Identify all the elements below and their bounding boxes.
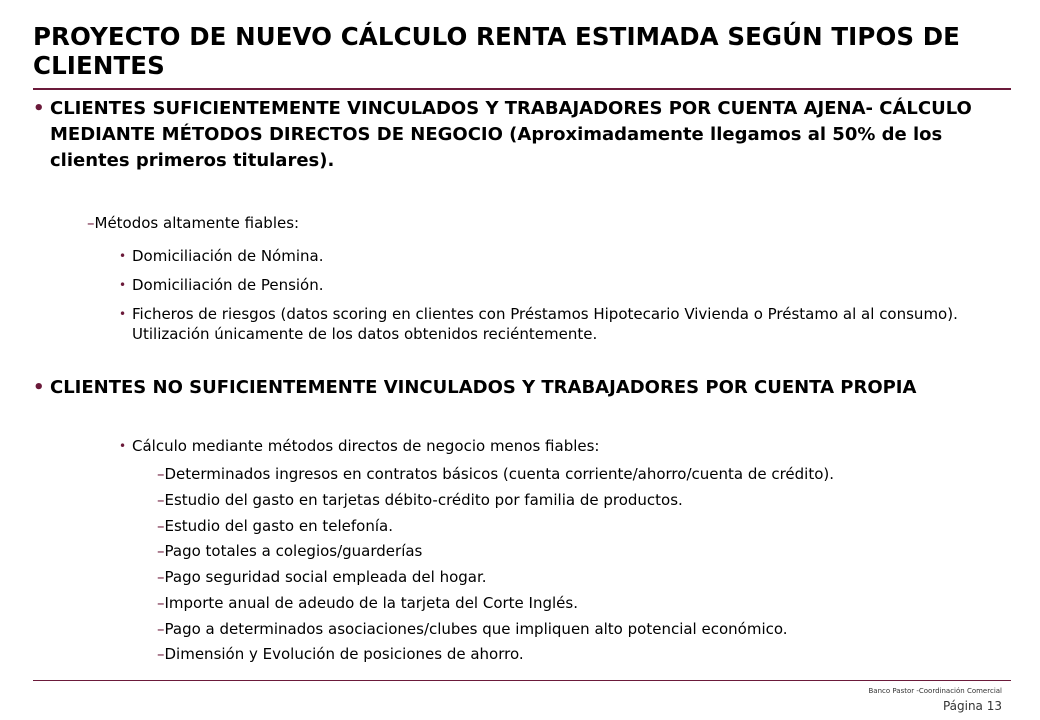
sub-item xyxy=(157,593,578,613)
dash-icon: – xyxy=(157,568,165,586)
list-item xyxy=(119,246,1019,266)
bullet-icon: • xyxy=(119,439,127,453)
subheading-label: Métodos altamente fiables: xyxy=(94,214,300,232)
footer-organization: Banco Pastor -Coordinación Comercial xyxy=(868,687,1002,695)
sub-item xyxy=(157,490,683,510)
dash-icon: – xyxy=(157,645,165,663)
sub-item-text: Dimensión y Evolución de posiciones de ahorro. xyxy=(164,645,524,663)
page-number: Página 13 xyxy=(942,699,1002,713)
sub-item-text: Determinados ingresos en contratos básicos (cuenta corriente/ahorro/cuenta de crédito). xyxy=(164,465,835,483)
list-item-text: Cálculo mediante métodos directos de negocio menos fiables: xyxy=(132,437,600,455)
sub-item-text: Importe anual de adeudo de la tarjeta del Corte Inglés. xyxy=(164,594,578,612)
section-1-heading: CLIENTES SUFICIENTEMENTE VINCULADOS Y TRABAJADORES POR CUENTA AJENA- CÁLCULO MEDIANTE MÉTODOS DIRECTOS DE NEGOCIO (Aproximadamente llegamos al 50% de los clientes primeros titulares). xyxy=(50,98,972,171)
list-item xyxy=(119,275,1019,295)
section-1-subheading xyxy=(87,213,299,233)
sub-item-text: Estudio del gasto en tarjetas débito-crédito por familia de productos. xyxy=(164,491,683,509)
dash-icon: – xyxy=(157,465,165,483)
dash-icon: – xyxy=(157,517,165,535)
sub-item xyxy=(157,464,834,484)
dash-icon: – xyxy=(157,594,165,612)
sub-item-text: Pago a determinados asociaciones/clubes que impliquen alto potencial económico. xyxy=(164,620,788,638)
bullet-icon: • xyxy=(119,278,127,292)
sub-item xyxy=(157,541,422,561)
list-item-text: Domiciliación de Nómina. xyxy=(132,247,324,265)
dash-icon: – xyxy=(157,620,165,638)
dash-icon: – xyxy=(157,542,165,560)
footer-divider xyxy=(33,680,1011,681)
sub-item xyxy=(157,619,788,639)
bullet-icon: • xyxy=(33,98,45,119)
bullet-icon: • xyxy=(119,249,127,263)
list-item-text: Domiciliación de Pensión. xyxy=(132,276,324,294)
list-item xyxy=(119,304,1019,344)
section-2-heading: CLIENTES NO SUFICIENTEMENTE VINCULADOS Y TRABAJADORES POR CUENTA PROPIA xyxy=(50,377,917,398)
dash-icon: – xyxy=(157,491,165,509)
sub-item-text: Pago totales a colegios/guarderías xyxy=(164,542,423,560)
page-title: PROYECTO DE NUEVO CÁLCULO RENTA ESTIMADA SEGÚN TIPOS DE CLIENTES xyxy=(33,22,961,80)
dash-icon: – xyxy=(87,214,95,232)
list-item-text: Ficheros de riesgos (datos scoring en clientes con Préstamos Hipotecario Vivienda o Préstamo al al consumo). Utilización únicamente de los datos obtenidos reciéntemente. xyxy=(132,305,958,343)
sub-item xyxy=(157,516,393,536)
title-divider xyxy=(33,88,1011,90)
list-item xyxy=(119,436,1019,456)
bullet-icon: • xyxy=(33,377,45,398)
bullet-icon: • xyxy=(119,307,127,321)
sub-item-text: Pago seguridad social empleada del hogar. xyxy=(164,568,487,586)
sub-item xyxy=(157,567,487,587)
sub-item-text: Estudio del gasto en telefonía. xyxy=(164,517,393,535)
sub-item xyxy=(157,644,524,664)
